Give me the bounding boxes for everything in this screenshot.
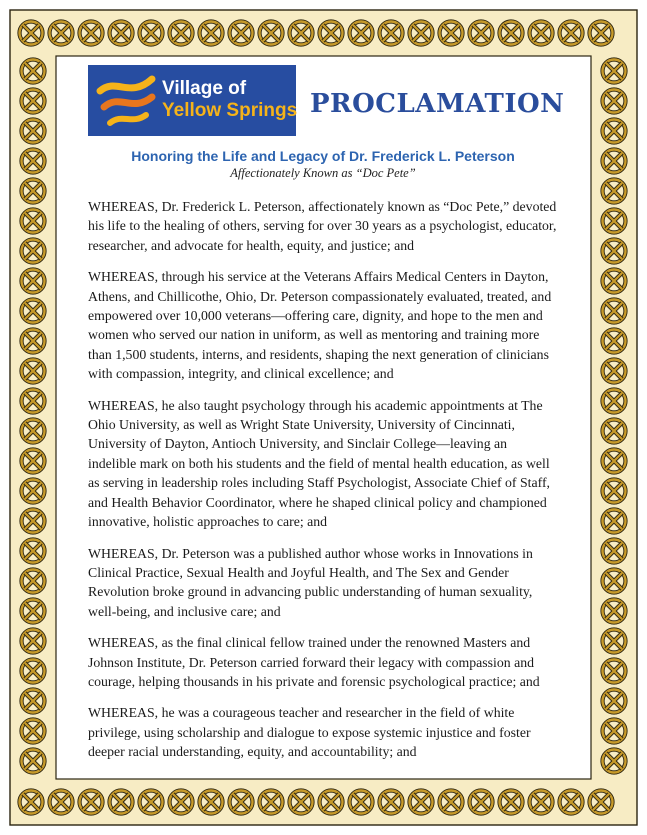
document-title: PROCLAMATION: [310, 89, 565, 119]
whereas-paragraph-2: WHEREAS, through his service at the Veterans Affairs Medical Centers in Dayton, Athens, and Chillicothe, Ohio, Dr. Peterson compassionately evaluated, treated, and empowered over 10,000 veterans—offering care, dignity, and hope to the men and women who served our nation in uniform, as well as mentoring and training more than 1,500 students, interns, and residents, shaping the next generation of clinicians with compassion, integrity, and clinical excellence; and: [88, 269, 552, 382]
whereas-paragraph-4: WHEREAS, Dr. Peterson was a published author whose works in Innovations in Clinical Practice, Sexual Health and Joyful Health, and The Sex and Gender Revolution broke ground in advancing public understanding of human sexuality, well-being, and inclusive care; and: [88, 545, 533, 619]
logo-text-yellow-springs: Yellow Springs: [162, 99, 298, 121]
whereas-paragraph-6: WHEREAS, he was a courageous teacher and researcher in the field of white privilege, using scholarship and dialogue to expose systemic injustice and foster deeper racial understanding, equity, and accountability; and: [88, 705, 531, 760]
subtitle-italic: Affectionately Known as “Doc Pete”: [230, 166, 416, 180]
whereas-paragraph-5: WHEREAS, as the final clinical fellow trained under the renowned Masters and Johnson Institute, Dr. Peterson carried forward their legacy with compassion and courage, helping thousands in his private and forensic psychological practice; and: [88, 635, 540, 689]
whereas-paragraph-1: WHEREAS, Dr. Frederick L. Peterson, affectionately known as “Doc Pete,” devoted his life to the healing of others, serving for over 30 years as a psychologist, educator, researcher, and advocate for health, equity, and justice; and: [88, 199, 557, 253]
village-logo: [88, 65, 296, 136]
logo-text-village-of: Village of: [162, 77, 247, 99]
subtitle: Honoring the Life and Legacy of Dr. Frederick L. Peterson: [131, 148, 515, 164]
springs-logo-icon: [96, 69, 158, 131]
whereas-paragraph-3: WHEREAS, he also taught psychology through his academic appointments at The Ohio University, as well as Wright State University, University of Cincinnati, University of Dayton, Antioch University, and Sinclair College—leaving an indelible mark on both his students and the field of mental health education, as well as serving in leadership roles including Staff Psychologist, Associate Chief of Staff, and Health Behavior Coordinator, where he shaped clinical policy and championed innovative, holistic approaches to care; and: [88, 397, 550, 530]
header: [88, 64, 565, 136]
document-content: [88, 64, 565, 762]
